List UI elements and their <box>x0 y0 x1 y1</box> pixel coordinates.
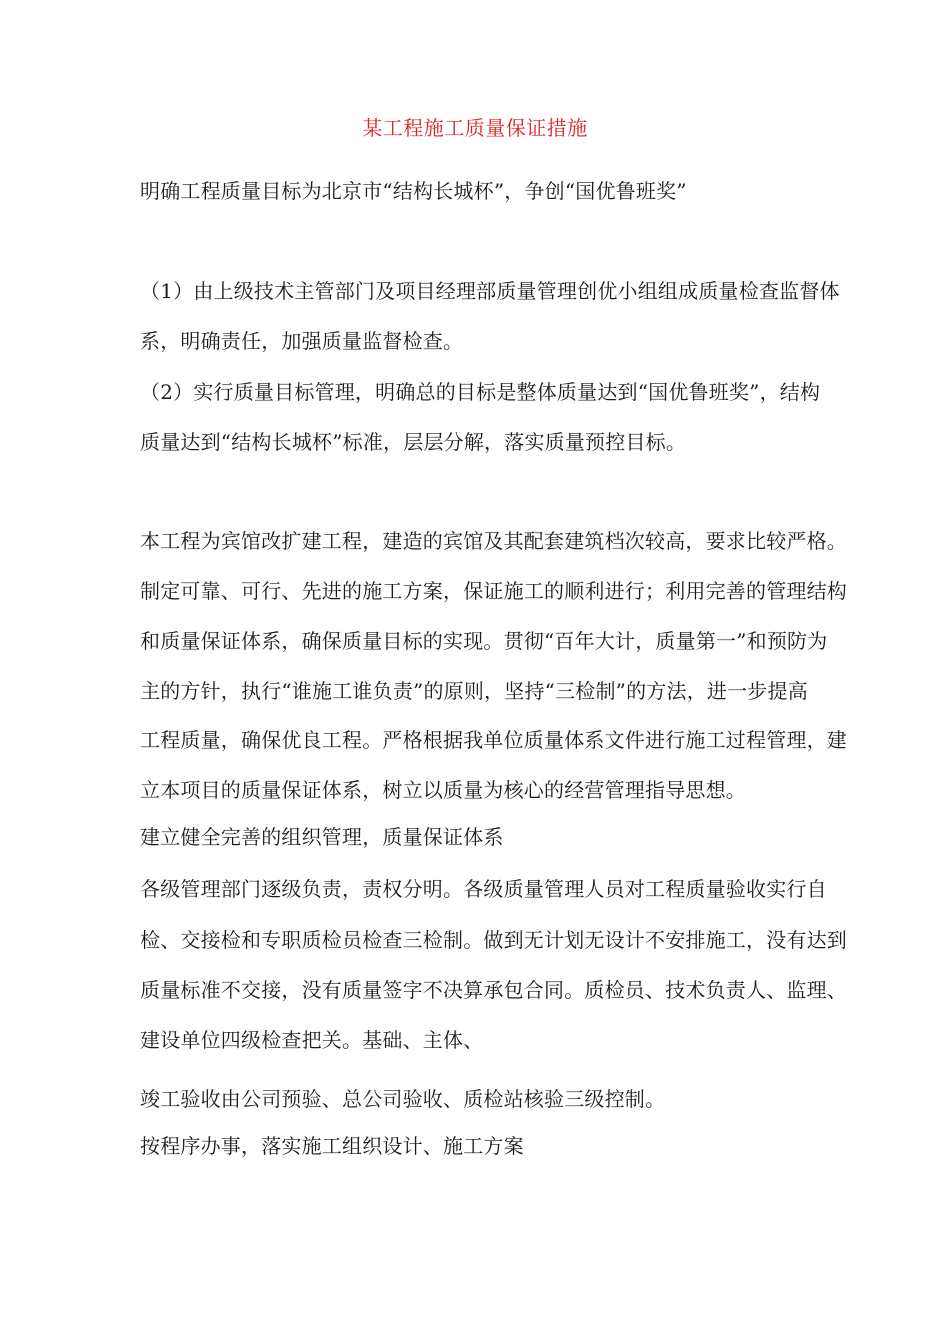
text-line-project-6: 立本项目的质量保证体系，树立以质量为核心的经营管理指导思想。 <box>140 778 746 802</box>
text-line-org-1: 各级管理部门逐级负责，责权分明。各级质量管理人员对工程质量验收实行自 <box>140 877 827 901</box>
text-line-acceptance: 竣工验收由公司预验、总公司验收、质检站核验三级控制。 <box>140 1087 666 1111</box>
text-line-measure-1a: （1）由上级技术主管部门及项目经理部质量管理创优小组组成质量检查监督体 <box>140 279 840 303</box>
text-line-org-4: 建设单位四级检查把关。基础、主体、 <box>140 1028 484 1052</box>
text-line-project-2: 制定可靠、可行、先进的施工方案，保证施工的顺利进行；利用完善的管理结构 <box>140 579 847 603</box>
text-line-org-2: 检、交接检和专职质检员检查三检制。做到无计划无设计不安排施工，没有达到 <box>140 928 847 952</box>
document-title: 某工程施工质量保证措施 <box>362 116 588 140</box>
text-line-project-4: 主的方针，执行“谁施工谁负责”的原则，坚持“三检制”的方法，进一步提高 <box>140 679 808 703</box>
text-line-procedure: 按程序办事，落实施工组织设计、施工方案 <box>140 1134 524 1158</box>
section-heading-organization: 建立健全完善的组织管理，质量保证体系 <box>140 825 504 849</box>
text-line-measure-2b: 质量达到“结构长城杯”标准，层层分解，落实质量预控目标。 <box>140 430 687 454</box>
text-line-measure-1b: 系，明确责任，加强质量监督检查。 <box>140 329 464 353</box>
text-line-org-3: 质量标准不交接，没有质量签字不决算承包合同。质检员、技术负责人、监理、 <box>140 978 847 1002</box>
text-line-project-5: 工程质量，确保优良工程。严格根据我单位质量体系文件进行施工过程管理，建 <box>140 728 847 752</box>
text-line-project-3: 和质量保证体系，确保质量目标的实现。贯彻“百年大计，质量第一”和预防为 <box>140 629 828 653</box>
text-line-measure-2a: （2）实行质量目标管理，明确总的目标是整体质量达到“国优鲁班奖”，结构 <box>140 380 821 404</box>
text-line-project-1: 本工程为宾馆改扩建工程，建造的宾馆及其配套建筑档次较高，要求比较严格。 <box>140 529 847 553</box>
text-line-goal: 明确工程质量目标为北京市“结构长城杯”，争创“国优鲁班奖” <box>140 179 687 203</box>
